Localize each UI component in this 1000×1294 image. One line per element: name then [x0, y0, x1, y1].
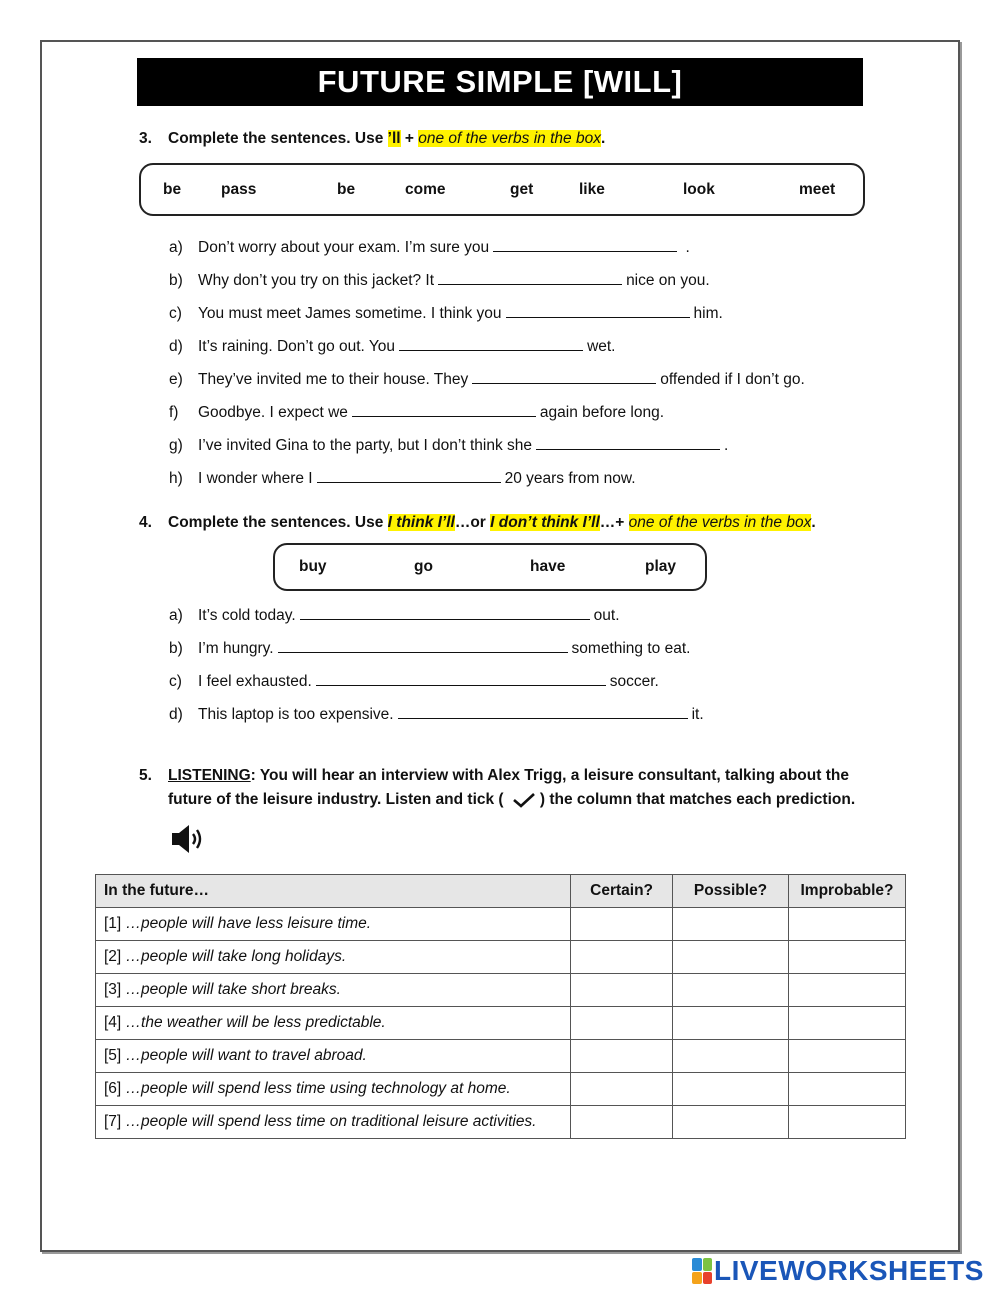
tick-cell[interactable]: [571, 974, 673, 1007]
q4-instruction: 4. Complete the sentences. Use I think I’ll…or I don’t think I’ll…+ one of the verbs in the box.: [139, 514, 816, 531]
tick-cell[interactable]: [571, 1073, 673, 1106]
logo-icon: [692, 1258, 712, 1284]
verb-word: like: [579, 180, 605, 198]
col-header: Possible?: [673, 875, 789, 908]
q3-item-h: h) I wonder where I 20 years from now.: [169, 470, 636, 487]
answer-blank[interactable]: [536, 436, 720, 450]
table-row: [7] …people will spend less time on traditional leisure activities.: [96, 1106, 906, 1139]
table-row: [1] …people will have less leisure time.: [96, 908, 906, 941]
tick-cell[interactable]: [789, 1007, 906, 1040]
liveworksheets-logo: [692, 1256, 984, 1286]
col-header: Certain?: [571, 875, 673, 908]
speaker-icon[interactable]: [170, 822, 206, 856]
answer-blank[interactable]: [317, 469, 501, 483]
tick-cell[interactable]: [789, 1106, 906, 1139]
answer-blank[interactable]: [506, 304, 690, 318]
verb-word: have: [530, 558, 566, 575]
checkmark-icon: [512, 792, 536, 808]
q3-item-g: g) I’ve invited Gina to the party, but I don’t think she .: [169, 437, 729, 454]
table-row: [6] …people will spend less time using technology at home.: [96, 1073, 906, 1106]
answer-blank[interactable]: [398, 705, 688, 719]
brand-name: LIVEWORKSHEETS: [714, 1255, 984, 1286]
table-row: [3] …people will take short breaks.: [96, 974, 906, 1007]
q4-item-d: d) This laptop is too expensive. it.: [169, 706, 704, 723]
tick-cell[interactable]: [673, 974, 789, 1007]
table-header-row: [96, 875, 906, 908]
tick-cell[interactable]: [571, 1040, 673, 1073]
tick-cell[interactable]: [673, 1007, 789, 1040]
tick-cell[interactable]: [571, 1007, 673, 1040]
page-title: FUTURE SIMPLE [WILL]: [137, 58, 863, 106]
tick-cell[interactable]: [571, 1106, 673, 1139]
table-row: [4] …the weather will be less predictable.: [96, 1007, 906, 1040]
tick-cell[interactable]: [673, 941, 789, 974]
answer-blank[interactable]: [472, 370, 656, 384]
answer-blank[interactable]: [493, 238, 677, 252]
q4-item-c: c) I feel exhausted. soccer.: [169, 673, 659, 690]
verb-word: pass: [221, 180, 257, 198]
verb-word: come: [405, 180, 446, 198]
answer-blank[interactable]: [438, 271, 622, 285]
q5-instruction: 5. LISTENING: You will hear an interview with Alex Trigg, a leisure consultant, talking about the future of the leisure industry. Listen and tick ( ) the column that matches each prediction.: [139, 767, 856, 808]
q3-item-b: b) Why don’t you try on this jacket? It nice on you.: [169, 272, 710, 289]
verb-word: be: [337, 180, 356, 198]
q4-verb-box: [273, 543, 707, 591]
tick-cell[interactable]: [673, 1073, 789, 1106]
q3-item-c: c) You must meet James sometime. I think you him.: [169, 305, 723, 322]
tick-cell[interactable]: [673, 1106, 789, 1139]
verb-word: play: [645, 558, 677, 575]
q4-item-b: b) I’m hungry. something to eat.: [169, 640, 691, 657]
answer-blank[interactable]: [399, 337, 583, 351]
tick-cell[interactable]: [571, 941, 673, 974]
tick-cell[interactable]: [789, 1040, 906, 1073]
tick-cell[interactable]: [571, 908, 673, 941]
verb-word: meet: [799, 180, 836, 198]
tick-cell[interactable]: [789, 941, 906, 974]
answer-blank[interactable]: [316, 672, 606, 686]
verb-word: look: [683, 180, 715, 198]
q4-item-a: a) It’s cold today. out.: [169, 607, 620, 624]
tick-cell[interactable]: [673, 1040, 789, 1073]
tick-cell[interactable]: [673, 908, 789, 941]
tick-cell[interactable]: [789, 974, 906, 1007]
answer-blank[interactable]: [300, 606, 590, 620]
answer-blank[interactable]: [278, 639, 568, 653]
answer-blank[interactable]: [352, 403, 536, 417]
q3-item-a: a) Don’t worry about your exam. I’m sure you .: [169, 239, 690, 256]
table-row: [2] …people will take long holidays.: [96, 941, 906, 974]
q3-item-f: f) Goodbye. I expect we again before long.: [169, 404, 665, 421]
table-row: [5] …people will want to travel abroad.: [96, 1040, 906, 1073]
q3-instruction: 3. Complete the sentences. Use ’ll + one of the verbs in the box.: [139, 130, 606, 147]
verb-word: be: [163, 180, 182, 198]
q3-item-e: e) They’ve invited me to their house. They offended if I don’t go.: [169, 371, 805, 388]
tick-cell[interactable]: [789, 908, 906, 941]
verb-word: get: [510, 180, 534, 198]
col-header: In the future…: [96, 875, 571, 908]
verb-word: go: [414, 558, 433, 575]
tick-cell[interactable]: [789, 1073, 906, 1106]
verb-word: buy: [299, 558, 327, 575]
prediction-table: [95, 874, 906, 1139]
q3-verb-box: [139, 163, 865, 216]
col-header: Improbable?: [789, 875, 906, 908]
q3-item-d: d) It’s raining. Don’t go out. You wet.: [169, 338, 616, 355]
